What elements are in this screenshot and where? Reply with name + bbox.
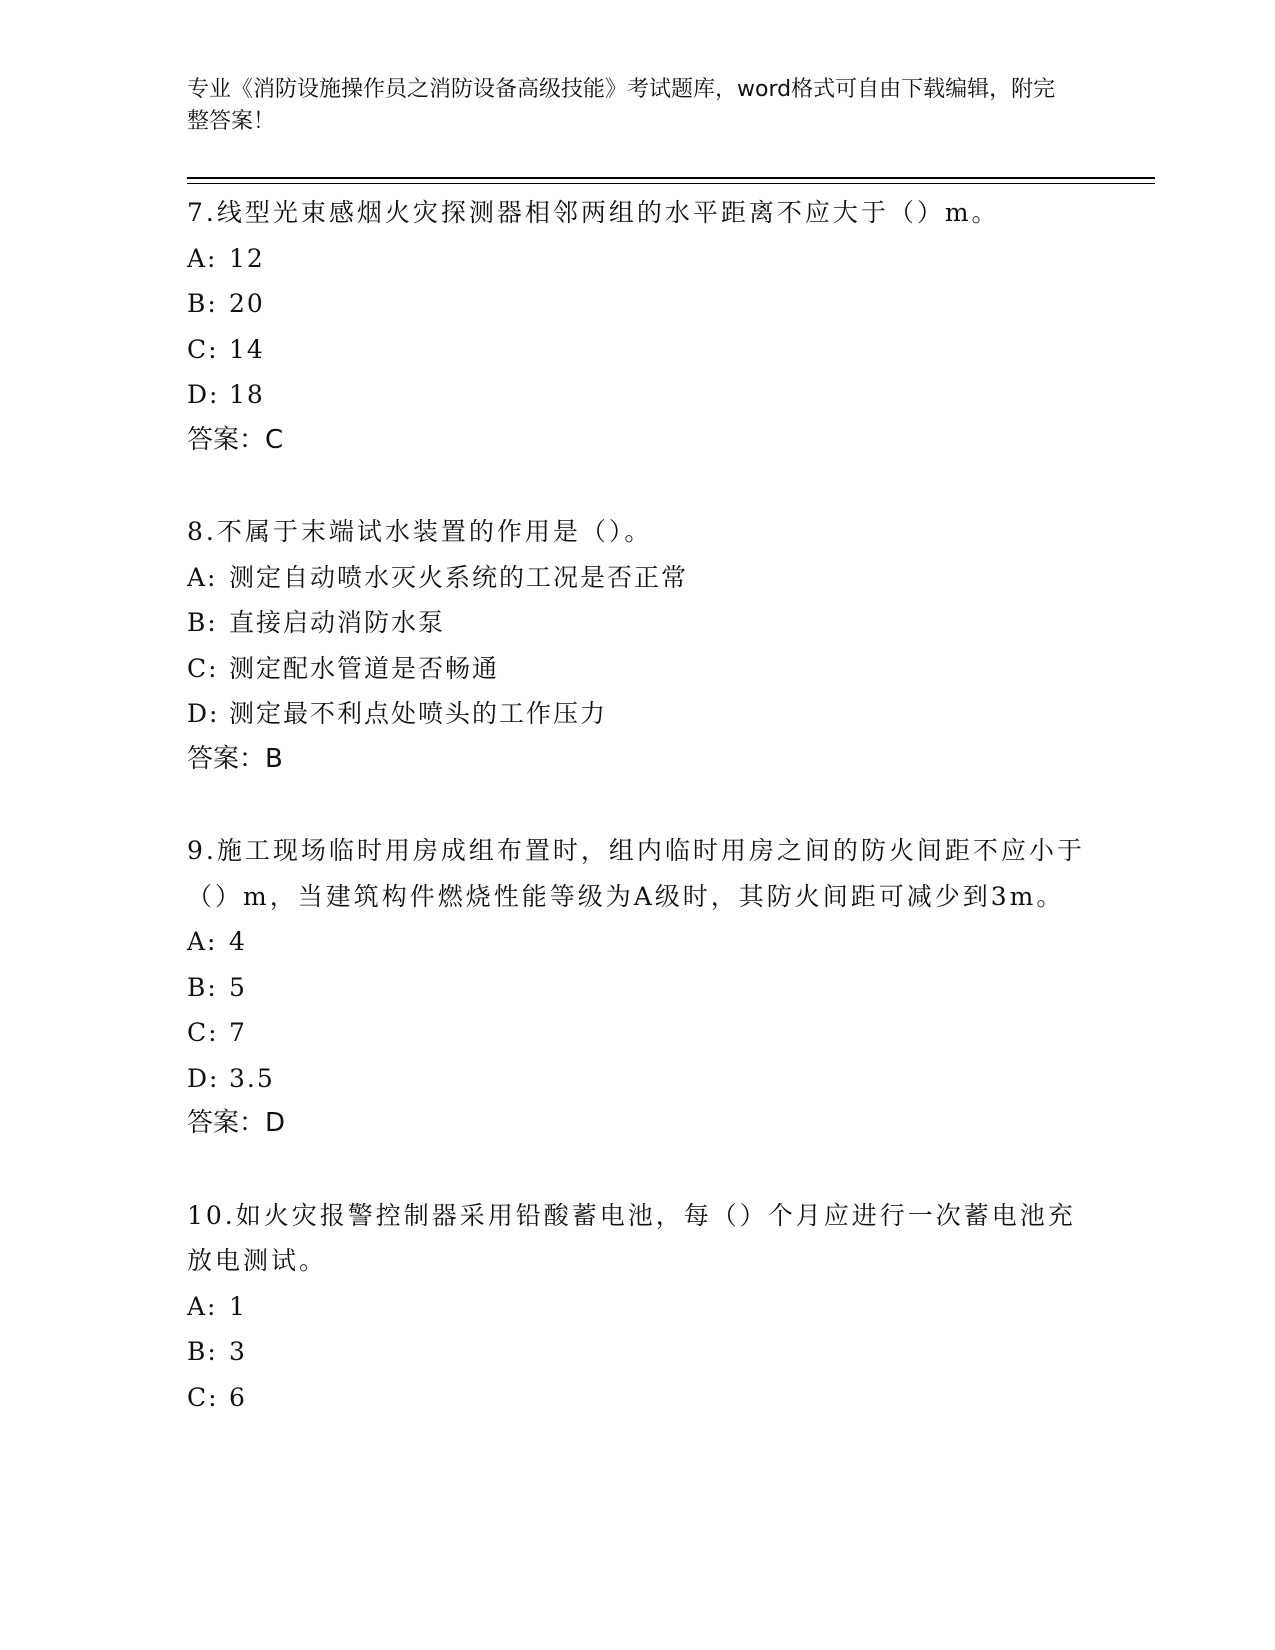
- option-c: [187, 1375, 1087, 1421]
- spacer: [187, 782, 1087, 828]
- question-stem: 8.不属于末端试水装置的作用是（）。: [187, 517, 653, 546]
- question-7: [187, 190, 1087, 463]
- question-stem: 7.线型光束感烟火灾探测器相邻两组的水平距离不应大于（）m。: [187, 198, 1000, 227]
- option-key: A:: [187, 562, 218, 592]
- option-c: [187, 646, 1087, 692]
- option-key: B:: [187, 1337, 218, 1366]
- option-key: B:: [187, 289, 218, 318]
- option-text: 12: [229, 243, 265, 273]
- option-text: 1: [229, 1291, 247, 1321]
- option-text: 3.5: [229, 1063, 275, 1093]
- option-text: 直接启动消防水泵: [229, 608, 446, 637]
- header-rule-thin: [187, 183, 1155, 184]
- option-text: 7: [229, 1018, 247, 1047]
- question-10: [187, 1193, 1087, 1421]
- answer-line: 答案：D: [187, 1108, 286, 1138]
- answer-line: 答案：B: [187, 743, 283, 774]
- option-d: [187, 372, 1087, 418]
- header-rule-thick: [187, 177, 1155, 179]
- option-b: [187, 600, 1087, 646]
- option-key: D:: [187, 699, 220, 728]
- option-key: D:: [187, 380, 220, 409]
- document-header: 专业《消防设施操作员之消防设备高级技能》考试题库，word格式可自由下载编辑，附完整答案！: [187, 77, 1056, 134]
- option-text: 5: [229, 972, 247, 1002]
- question-stem: 9.施工现场临时用房成组布置时，组内临时用房之间的防火间距不应小于（）m，当建筑构件燃烧性能等级为A级时，其防火间距可减少到3m。: [187, 836, 1085, 911]
- option-key: A:: [187, 243, 218, 273]
- option-c: [187, 1010, 1087, 1056]
- option-text: 3: [229, 1337, 247, 1366]
- option-a: [187, 555, 1087, 601]
- option-text: 测定配水管道是否畅通: [229, 653, 500, 683]
- option-a: [187, 236, 1087, 282]
- option-key: C:: [187, 1382, 219, 1412]
- question-stem: 10.如火灾报警控制器采用铅酸蓄电池，每（）个月应进行一次蓄电池充放电测试。: [187, 1200, 1076, 1275]
- question-8: [187, 509, 1087, 782]
- option-d: [187, 691, 1087, 737]
- option-key: C:: [187, 653, 219, 683]
- option-key: A:: [187, 927, 218, 956]
- answer-line: 答案：C: [187, 424, 284, 455]
- option-key: C:: [187, 334, 219, 364]
- option-key: B:: [187, 608, 218, 637]
- option-d: [187, 1056, 1087, 1102]
- option-text: 14: [229, 334, 265, 364]
- option-a: [187, 919, 1087, 965]
- option-text: 18: [229, 380, 265, 409]
- question-9: [187, 828, 1087, 1147]
- spacer: [187, 1147, 1087, 1193]
- option-text: 20: [229, 289, 265, 318]
- question-list: [187, 190, 1087, 1420]
- option-key: D:: [187, 1063, 220, 1093]
- option-text: 测定自动喷水灭火系统的工况是否正常: [229, 562, 689, 592]
- option-text: 4: [229, 927, 247, 956]
- option-key: A:: [187, 1291, 218, 1321]
- option-text: 6: [229, 1382, 247, 1412]
- option-text: 测定最不利点处喷头的工作压力: [229, 699, 608, 728]
- option-key: B:: [187, 972, 218, 1002]
- option-c: [187, 327, 1087, 373]
- spacer: [187, 463, 1087, 509]
- option-b: [187, 281, 1087, 327]
- option-key: C:: [187, 1018, 219, 1047]
- option-b: [187, 965, 1087, 1011]
- option-a: [187, 1284, 1087, 1330]
- option-b: [187, 1329, 1087, 1375]
